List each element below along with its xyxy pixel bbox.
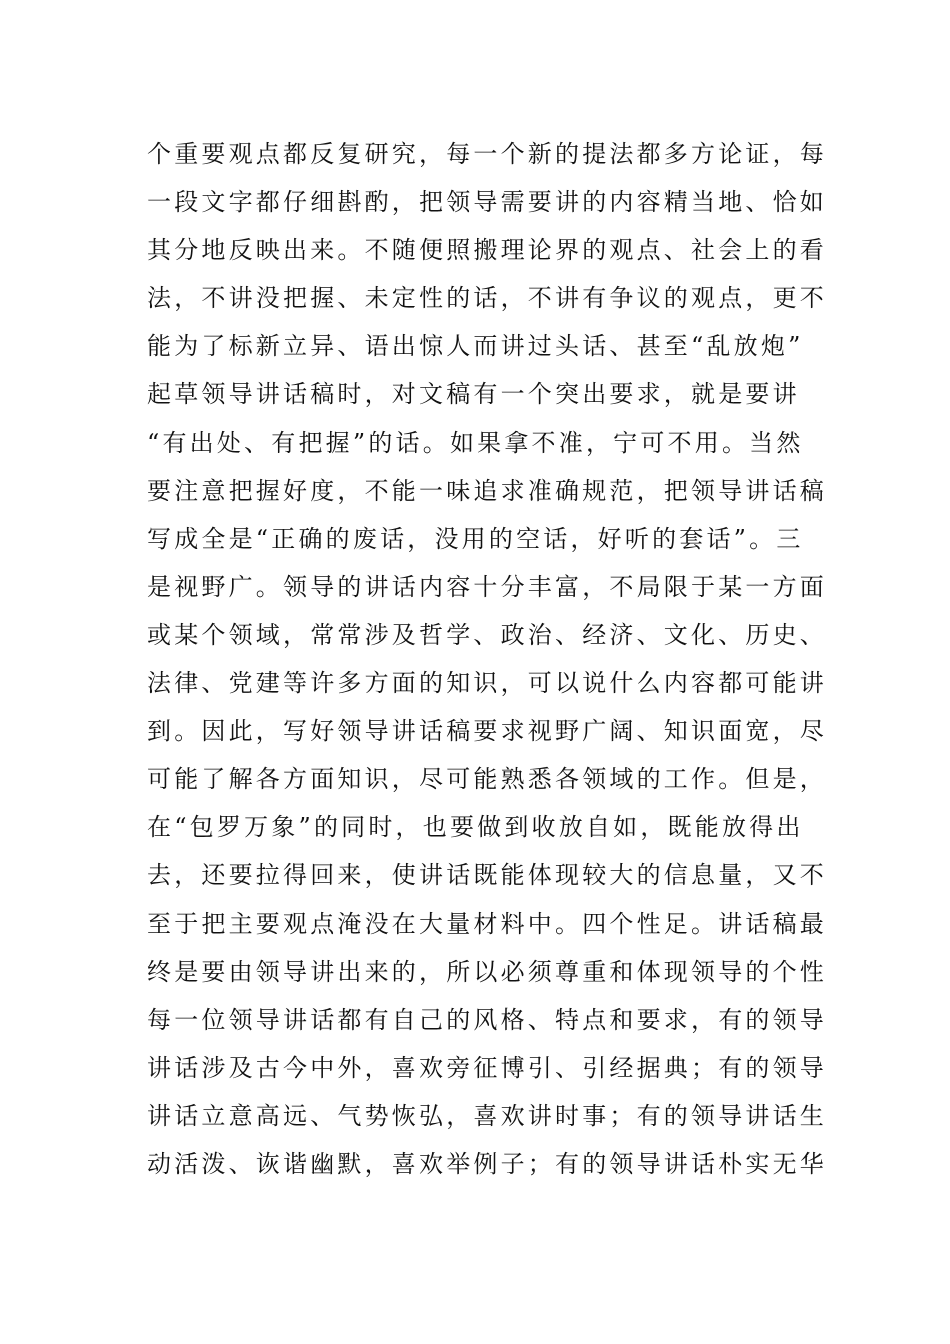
text-line: 到。因此，写好领导讲话稿要求视野广阔、知识面宽，尽: [147, 717, 827, 746]
text-line: 要注意把握好度，不能一味追求准确规范，把领导讲话稿: [147, 476, 827, 505]
text-line: 一段文字都仔细斟酌，把领导需要讲的内容精当地、恰如: [147, 188, 827, 217]
text-line: 每一位领导讲话都有自己的风格、特点和要求，有的领导: [147, 1005, 827, 1034]
text-line: 在“包罗万象”的同时，也要做到收放自如，既能放得出: [147, 813, 804, 842]
text-line: 写成全是“正确的废话，没用的空话，好听的套话”。三: [147, 524, 804, 553]
text-line: 去，还要拉得回来，使讲话既能体现较大的信息量，又不: [147, 861, 827, 890]
text-line: 讲话立意高远、气势恢弘，喜欢讲时事；有的领导讲话生: [147, 1101, 827, 1130]
text-line: 可能了解各方面知识，尽可能熟悉各领域的工作。但是，: [147, 765, 827, 794]
text-line: 终是要由领导讲出来的，所以必须尊重和体现领导的个性: [147, 957, 827, 986]
text-line: 动活泼、诙谐幽默，喜欢举例子；有的领导讲话朴实无华: [147, 1149, 827, 1178]
text-line: 法，不讲没把握、未定性的话，不讲有争议的观点，更不: [147, 284, 827, 313]
text-line: 或某个领域，常常涉及哲学、政治、经济、文化、历史、: [147, 620, 827, 649]
text-line: 讲话涉及古今中外，喜欢旁征博引、引经据典；有的领导: [147, 1053, 827, 1082]
text-line: 是视野广。领导的讲话内容十分丰富，不局限于某一方面: [147, 572, 827, 601]
text-line: 法律、党建等许多方面的知识，可以说什么内容都可能讲: [147, 669, 827, 698]
text-line: 个重要观点都反复研究，每一个新的提法都多方论证，每: [147, 140, 827, 168]
text-line: 至于把主要观点淹没在大量材料中。四个性足。讲话稿最: [147, 909, 827, 938]
text-line: 能为了标新立异、语出惊人而讲过头话、甚至“乱放炮”: [147, 332, 804, 361]
body-paragraph: [147, 130, 827, 1188]
text-line: 其分地反映出来。不随便照搬理论界的观点、社会上的看: [147, 236, 827, 265]
text-line: 起草领导讲话稿时，对文稿有一个突出要求，就是要讲: [147, 380, 800, 409]
text-line: “有出处、有把握”的话。如果拿不准，宁可不用。当然: [147, 428, 804, 457]
